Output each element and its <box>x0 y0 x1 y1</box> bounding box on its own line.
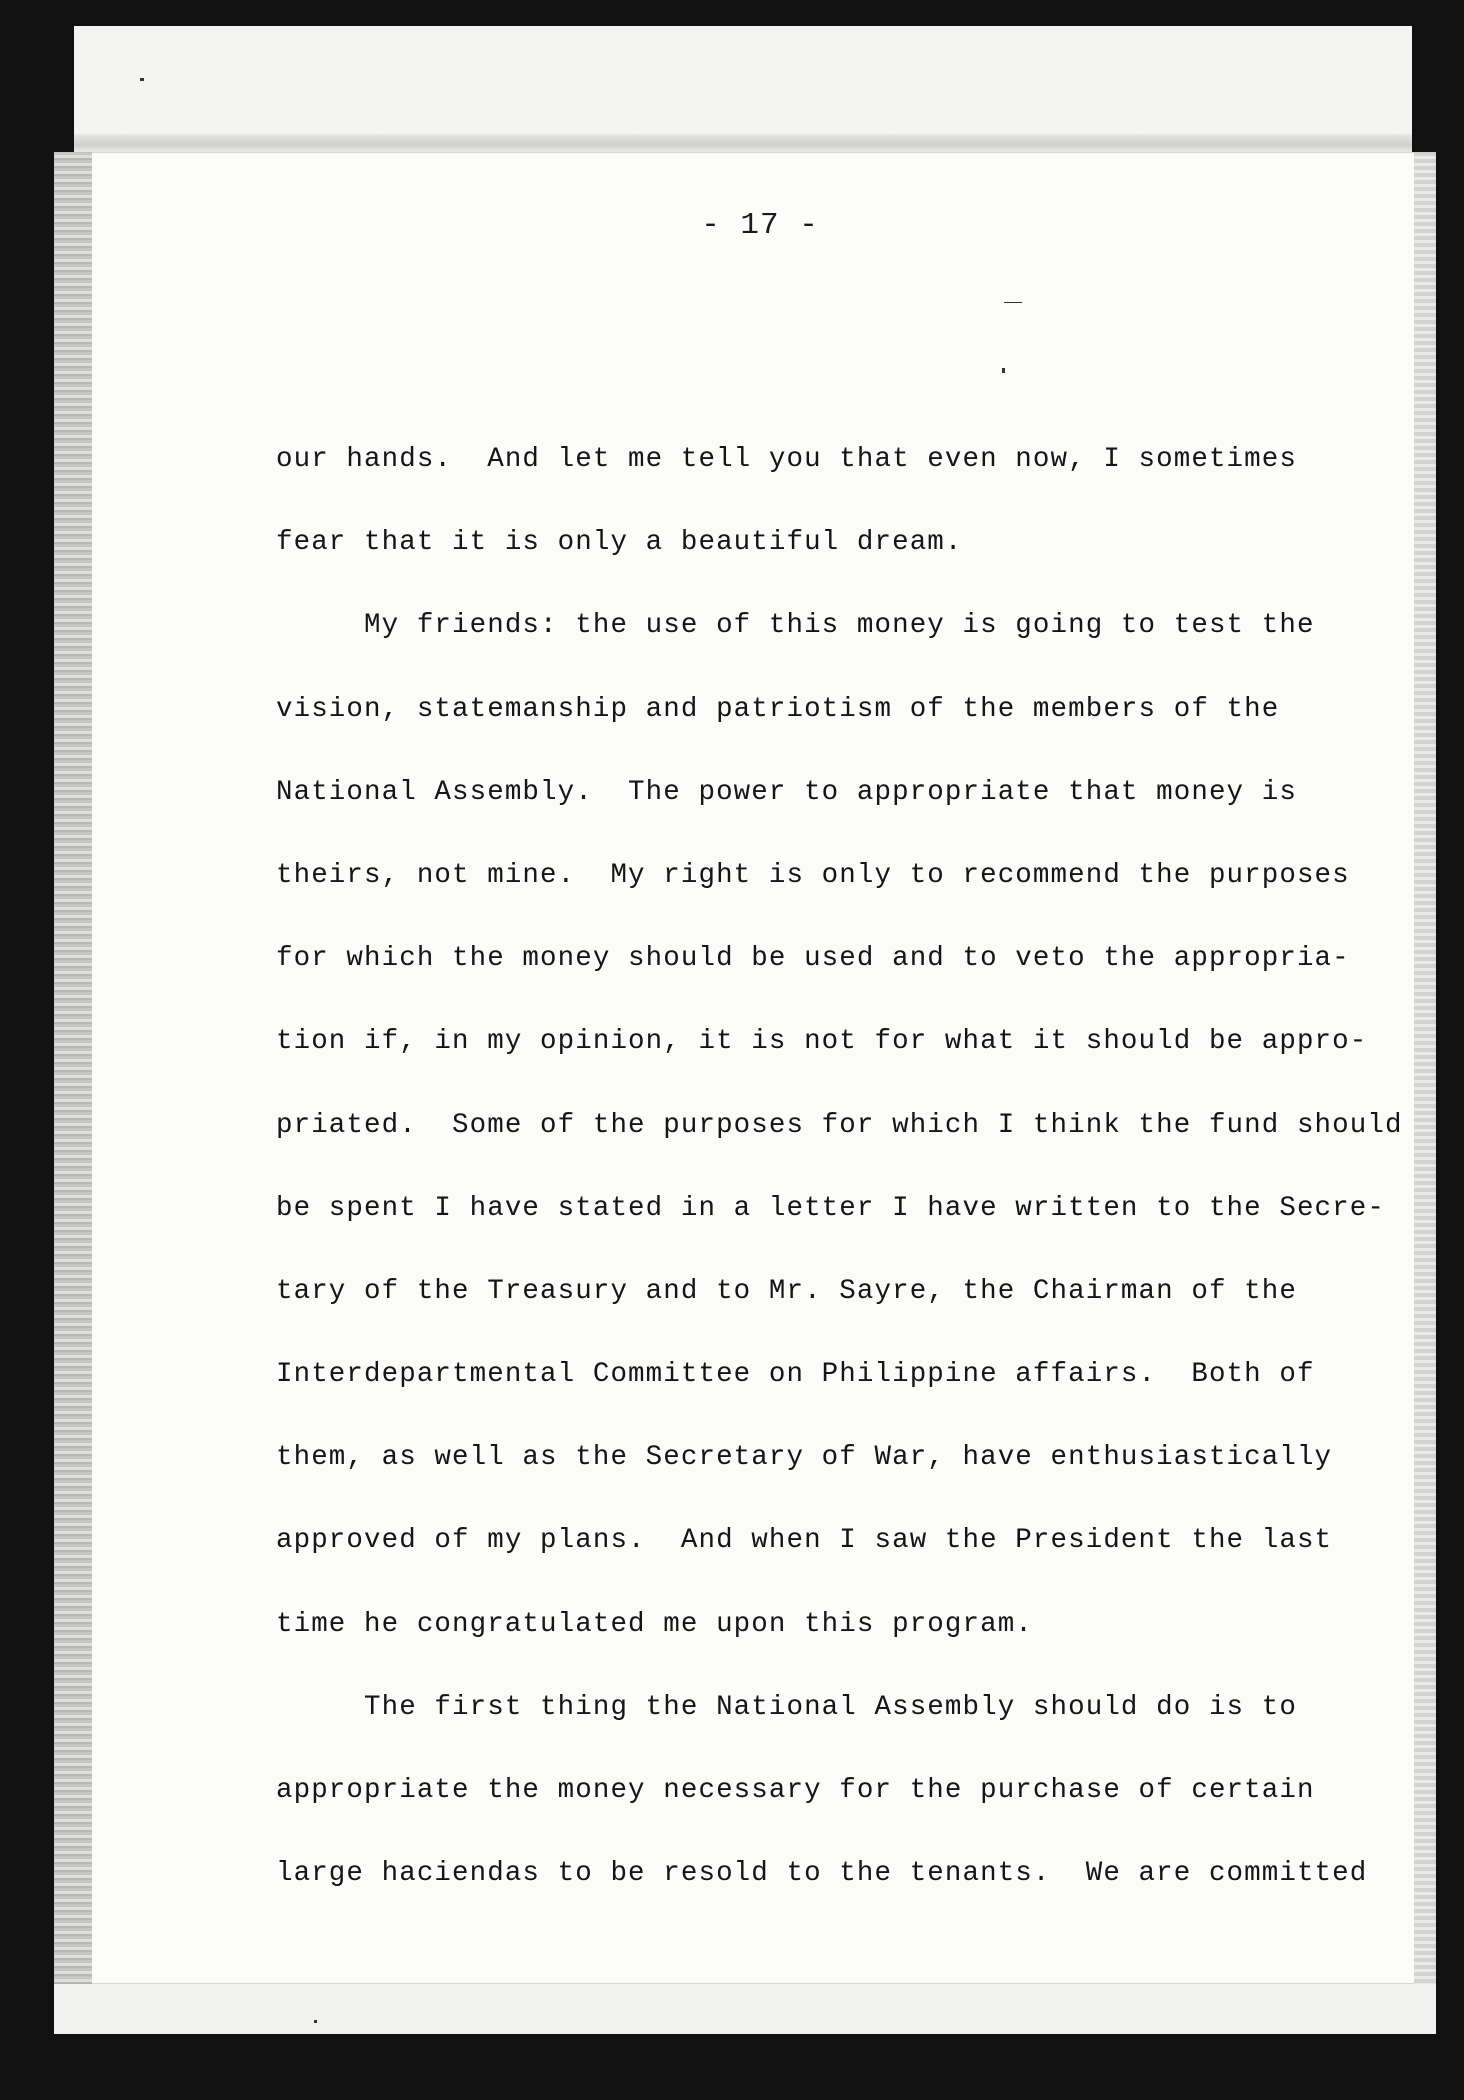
text-line: The first thing the National Assembly should do is to <box>276 1691 1297 1723</box>
text-line: vision, statemanship and patriotism of the members of the <box>276 693 1280 725</box>
text-line: our hands. And let me tell you that even now, I sometimes <box>276 444 1297 475</box>
text-line: My friends: the use of this money is going to test the <box>276 610 1315 642</box>
text-line: tary of the Treasury and to Mr. Sayre, the Chairman of the <box>276 1275 1297 1307</box>
text-line: be spent I have stated in a letter I have written to the Secre- <box>276 1192 1385 1224</box>
text-line: large haciendas to be resold to the tenants. We are committed <box>276 1858 1368 1890</box>
text-line: fear that it is only a beautiful dream. <box>276 527 963 559</box>
text-line: for which the money should be used and to veto the appropria- <box>276 943 1350 975</box>
speck <box>140 78 144 81</box>
body-text <box>276 418 1403 1915</box>
text-line: Interdepartmental Committee on Philippine affairs. Both of <box>276 1359 1315 1391</box>
text-line: priated. Some of the purposes for which I think the fund should <box>276 1109 1403 1141</box>
speck <box>1002 368 1005 373</box>
text-line: National Assembly. The power to appropriate that money is <box>276 776 1297 808</box>
text-line: theirs, not mine. My right is only to recommend the purposes <box>276 859 1350 891</box>
text-line: appropriate the money necessary for the purchase of certain <box>276 1775 1315 1806</box>
page-number: - 17 - <box>701 208 819 243</box>
page-right-edge <box>1414 152 1436 1984</box>
speck <box>1004 302 1022 303</box>
text-line: tion if, in my opinion, it is not for what it should be appro- <box>276 1026 1368 1058</box>
text-line: approved of my plans. And when I saw the President the last <box>276 1525 1333 1557</box>
speck <box>314 2020 317 2023</box>
page-left-edge <box>54 152 92 1984</box>
sheet-edge-shadow <box>74 134 1412 152</box>
text-line: time he congratulated me upon this program. <box>276 1608 1033 1640</box>
page-bottom-band <box>54 1984 1436 2034</box>
text-line: them, as well as the Secretary of War, have enthusiastically <box>276 1442 1333 1474</box>
